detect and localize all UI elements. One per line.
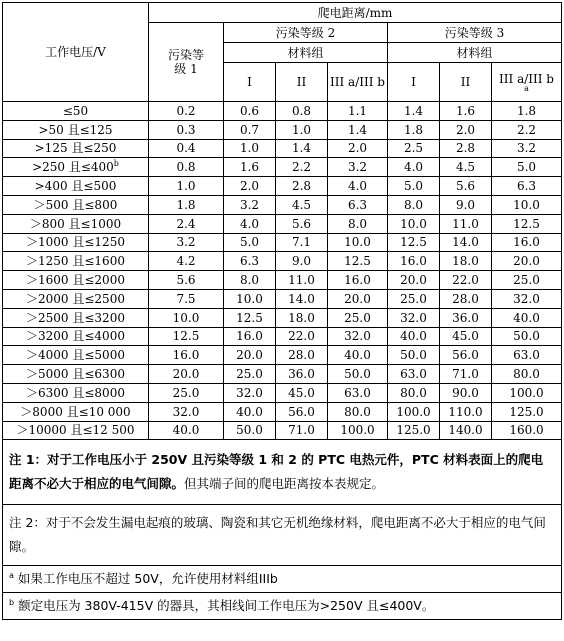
creepage-value-cell: 1.4 <box>328 120 388 139</box>
table-row <box>3 139 562 158</box>
working-voltage-cell <box>3 346 149 365</box>
creepage-value-cell: 4.0 <box>328 177 388 196</box>
header-pollution-degree-2: 污染等级 2 <box>224 23 388 43</box>
creepage-value-cell: 2.8 <box>440 139 492 158</box>
creepage-value-cell: 2.0 <box>328 139 388 158</box>
creepage-value-cell: 6.3 <box>492 177 562 196</box>
working-voltage-text: ＞3200 且≤4000 <box>26 329 125 344</box>
working-voltage-text: ＞1250 且≤1600 <box>26 254 125 269</box>
creepage-value-cell: 1.0 <box>224 139 276 158</box>
creepage-value-cell: 10.0 <box>224 289 276 308</box>
working-voltage-text: ＞10000 且≤12 500 <box>16 423 135 438</box>
creepage-value-cell: 90.0 <box>440 383 492 402</box>
creepage-value-cell: 40.0 <box>149 421 224 440</box>
creepage-value-cell: 0.8 <box>276 102 328 121</box>
header-pollution-degree-1-line2: 级 1 <box>174 62 198 76</box>
creepage-value-cell: 5.6 <box>149 271 224 290</box>
table-row <box>3 365 562 384</box>
working-voltage-text: ＞1000 且≤1250 <box>26 235 125 250</box>
note-2: 注 2：对于不会发生漏电起痕的玻璃、陶瓷和其它无机绝缘材料，爬电距离不必大于相应的电气间隙。 <box>3 505 562 566</box>
creepage-value-cell: 40.0 <box>492 308 562 327</box>
creepage-value-cell: 36.0 <box>440 308 492 327</box>
working-voltage-cell <box>3 195 149 214</box>
creepage-value-cell: 6.3 <box>328 195 388 214</box>
creepage-value-cell: 0.6 <box>224 102 276 121</box>
creepage-value-cell: 3.2 <box>328 158 388 177</box>
working-voltage-cell <box>3 158 149 177</box>
creepage-value-cell: 0.4 <box>149 139 224 158</box>
creepage-value-cell: 4.0 <box>224 214 276 233</box>
creepage-value-cell: 11.0 <box>440 214 492 233</box>
table-row <box>3 120 562 139</box>
working-voltage-text: >125 且≤250 <box>34 141 117 156</box>
table-row <box>3 195 562 214</box>
creepage-value-cell: 1.1 <box>328 102 388 121</box>
creepage-value-cell: 5.6 <box>440 177 492 196</box>
creepage-value-cell: 32.0 <box>149 402 224 421</box>
creepage-value-cell: 12.5 <box>328 252 388 271</box>
working-voltage-cell <box>3 271 149 290</box>
header-pollution-degree-1-line1: 污染等 <box>167 48 204 62</box>
creepage-value-cell: 25.0 <box>328 308 388 327</box>
creepage-value-cell: 20.0 <box>224 346 276 365</box>
working-voltage-cell <box>3 177 149 196</box>
creepage-value-cell: 71.0 <box>276 421 328 440</box>
working-voltage-cell <box>3 421 149 440</box>
footnote-a-mark: a <box>9 571 14 581</box>
creepage-value-cell: 2.2 <box>492 120 562 139</box>
creepage-value-cell: 18.0 <box>440 252 492 271</box>
creepage-value-cell: 80.0 <box>328 402 388 421</box>
creepage-value-cell: 4.2 <box>149 252 224 271</box>
creepage-value-cell: 80.0 <box>388 383 440 402</box>
header-pd3-group-II: II <box>440 63 492 102</box>
creepage-value-cell: 40.0 <box>328 346 388 365</box>
creepage-value-cell: 50.0 <box>388 346 440 365</box>
creepage-value-cell: 7.1 <box>276 233 328 252</box>
creepage-value-cell: 56.0 <box>276 402 328 421</box>
working-voltage-cell <box>3 233 149 252</box>
header-creepage-distance: 爬电距离/mm <box>149 3 562 23</box>
header-pd2-group-III: III a/III b <box>328 63 388 102</box>
footnote-b-text: 额定电压为 380V-415V 的器具，其相线间工作电压为>250V 且≤400V。 <box>18 598 435 614</box>
creepage-value-cell: 3.2 <box>492 139 562 158</box>
working-voltage-cell <box>3 289 149 308</box>
working-voltage-text: ＞5000 且≤6300 <box>26 367 125 382</box>
creepage-value-cell: 1.4 <box>276 139 328 158</box>
working-voltage-cell <box>3 327 149 346</box>
table-row <box>3 346 562 365</box>
creepage-value-cell: 20.0 <box>492 252 562 271</box>
creepage-value-cell: 1.8 <box>492 102 562 121</box>
header-pd2-group-II: II <box>276 63 328 102</box>
creepage-value-cell: 4.0 <box>388 158 440 177</box>
creepage-value-cell: 0.8 <box>149 158 224 177</box>
working-voltage-text: >400 且≤500 <box>34 179 117 194</box>
working-voltage-text: ＞2500 且≤3200 <box>26 310 125 325</box>
creepage-value-cell: 1.0 <box>149 177 224 196</box>
creepage-value-cell: 2.0 <box>224 177 276 196</box>
working-voltage-cell <box>3 402 149 421</box>
voltage-footnote-mark: b <box>113 159 119 169</box>
header-pd3-group-III-footnote-mark: a <box>524 83 529 93</box>
creepage-value-cell: 36.0 <box>276 365 328 384</box>
working-voltage-text: ＞6300 且≤8000 <box>26 385 125 400</box>
creepage-value-cell: 3.2 <box>224 195 276 214</box>
creepage-value-cell: 16.0 <box>224 327 276 346</box>
creepage-value-cell: 1.4 <box>388 102 440 121</box>
header-pollution-degree-1 <box>149 23 224 102</box>
table-row <box>3 383 562 402</box>
creepage-value-cell: 45.0 <box>276 383 328 402</box>
creepage-value-cell: 16.0 <box>328 271 388 290</box>
working-voltage-text: ≤50 <box>62 103 89 118</box>
table-row <box>3 102 562 121</box>
creepage-value-cell: 100.0 <box>388 402 440 421</box>
working-voltage-cell <box>3 383 149 402</box>
creepage-value-cell: 80.0 <box>492 365 562 384</box>
creepage-value-cell: 14.0 <box>440 233 492 252</box>
creepage-value-cell: 100.0 <box>492 383 562 402</box>
creepage-value-cell: 71.0 <box>440 365 492 384</box>
creepage-value-cell: 63.0 <box>492 346 562 365</box>
table-row <box>3 252 562 271</box>
creepage-value-cell: 0.2 <box>149 102 224 121</box>
working-voltage-cell <box>3 252 149 271</box>
creepage-value-cell: 10.0 <box>388 214 440 233</box>
working-voltage-text: >50 且≤125 <box>38 122 113 137</box>
creepage-value-cell: 0.7 <box>224 120 276 139</box>
creepage-value-cell: 20.0 <box>388 271 440 290</box>
note-1 <box>3 440 562 505</box>
creepage-value-cell: 2.5 <box>388 139 440 158</box>
creepage-value-cell: 25.0 <box>492 271 562 290</box>
creepage-value-cell: 1.6 <box>224 158 276 177</box>
creepage-value-cell: 1.6 <box>440 102 492 121</box>
creepage-value-cell: 10.0 <box>149 308 224 327</box>
creepage-value-cell: 125.0 <box>388 421 440 440</box>
creepage-value-cell: 40.0 <box>388 327 440 346</box>
creepage-value-cell: 50.0 <box>492 327 562 346</box>
creepage-value-cell: 5.0 <box>492 158 562 177</box>
creepage-value-cell: 8.0 <box>388 195 440 214</box>
header-working-voltage: 工作电压/V <box>3 3 149 102</box>
header-material-group-pd3: 材料组 <box>388 43 562 63</box>
creepage-value-cell: 22.0 <box>276 327 328 346</box>
table-row <box>3 402 562 421</box>
creepage-value-cell: 7.5 <box>149 289 224 308</box>
table-row <box>3 271 562 290</box>
creepage-value-cell: 11.0 <box>276 271 328 290</box>
working-voltage-text: ＞800 且≤1000 <box>29 216 122 231</box>
creepage-value-cell: 160.0 <box>492 421 562 440</box>
creepage-value-cell: 0.3 <box>149 120 224 139</box>
creepage-value-cell: 32.0 <box>388 308 440 327</box>
creepage-value-cell: 110.0 <box>440 402 492 421</box>
creepage-value-cell: 2.4 <box>149 214 224 233</box>
creepage-value-cell: 32.0 <box>328 327 388 346</box>
creepage-value-cell: 22.0 <box>440 271 492 290</box>
working-voltage-cell <box>3 365 149 384</box>
creepage-value-cell: 140.0 <box>440 421 492 440</box>
table-row <box>3 308 562 327</box>
creepage-value-cell: 25.0 <box>388 289 440 308</box>
creepage-value-cell: 63.0 <box>388 365 440 384</box>
creepage-value-cell: 12.5 <box>492 214 562 233</box>
creepage-value-cell: 50.0 <box>224 421 276 440</box>
creepage-value-cell: 9.0 <box>440 195 492 214</box>
footnote-a-text: 如果工作电压不超过 50V，允许使用材料组IIIb <box>17 571 278 587</box>
creepage-value-cell: 10.0 <box>492 195 562 214</box>
footnote-b <box>3 593 562 620</box>
creepage-value-cell: 125.0 <box>492 402 562 421</box>
creepage-value-cell: 20.0 <box>328 289 388 308</box>
creepage-value-cell: 5.6 <box>276 214 328 233</box>
note-1-text: 注 1：对于工作电压小于 250V 且污染等级 1 和 2 的 PTC 电热元件，PTC 材料表面上的爬电距离不必大于相应的电气间隙。 <box>9 452 544 492</box>
creepage-value-cell: 100.0 <box>328 421 388 440</box>
creepage-value-cell: 1.0 <box>276 120 328 139</box>
creepage-value-cell: 45.0 <box>440 327 492 346</box>
creepage-value-cell: 6.3 <box>224 252 276 271</box>
working-voltage-text: ＞8000 且≤10 000 <box>20 404 131 419</box>
creepage-value-cell: 20.0 <box>149 365 224 384</box>
working-voltage-cell <box>3 139 149 158</box>
creepage-value-cell: 50.0 <box>328 365 388 384</box>
creepage-distance-table <box>2 2 562 620</box>
working-voltage-cell <box>3 120 149 139</box>
creepage-value-cell: 16.0 <box>149 346 224 365</box>
creepage-value-cell: 40.0 <box>224 402 276 421</box>
table-row <box>3 158 562 177</box>
creepage-value-cell: 28.0 <box>440 289 492 308</box>
table-row <box>3 289 562 308</box>
footnote-a <box>3 566 562 593</box>
creepage-value-cell: 8.0 <box>328 214 388 233</box>
creepage-value-cell: 5.0 <box>388 177 440 196</box>
creepage-value-cell: 1.8 <box>149 195 224 214</box>
creepage-value-cell: 1.8 <box>388 120 440 139</box>
working-voltage-text: ＞500 且≤800 <box>33 197 118 212</box>
creepage-value-cell: 12.5 <box>149 327 224 346</box>
creepage-value-cell: 2.0 <box>440 120 492 139</box>
working-voltage-cell <box>3 214 149 233</box>
header-pd2-group-I: I <box>224 63 276 102</box>
working-voltage-text: ＞2000 且≤2500 <box>26 291 125 306</box>
creepage-value-cell: 5.0 <box>224 233 276 252</box>
creepage-value-cell: 4.5 <box>440 158 492 177</box>
creepage-value-cell: 12.5 <box>224 308 276 327</box>
creepage-value-cell: 10.0 <box>328 233 388 252</box>
creepage-value-cell: 8.0 <box>224 271 276 290</box>
table-row <box>3 327 562 346</box>
creepage-value-cell: 25.0 <box>224 365 276 384</box>
creepage-value-cell: 9.0 <box>276 252 328 271</box>
creepage-data-rows <box>3 102 562 440</box>
working-voltage-cell <box>3 308 149 327</box>
header-material-group-pd2: 材料组 <box>224 43 388 63</box>
table-row <box>3 177 562 196</box>
table-row <box>3 233 562 252</box>
header-pollution-degree-3: 污染等级 3 <box>388 23 562 43</box>
working-voltage-text: ＞1600 且≤2000 <box>26 273 125 288</box>
creepage-value-cell: 2.8 <box>276 177 328 196</box>
header-pd3-group-I: I <box>388 63 440 102</box>
creepage-value-cell: 32.0 <box>492 289 562 308</box>
creepage-value-cell: 32.0 <box>224 383 276 402</box>
table-row <box>3 421 562 440</box>
creepage-value-cell: 4.5 <box>276 195 328 214</box>
creepage-value-cell: 14.0 <box>276 289 328 308</box>
working-voltage-text: >250 且≤400 <box>32 160 114 175</box>
creepage-distance-table-container <box>2 2 561 620</box>
working-voltage-cell <box>3 102 149 121</box>
creepage-value-cell: 63.0 <box>328 383 388 402</box>
creepage-value-cell: 56.0 <box>440 346 492 365</box>
creepage-value-cell: 3.2 <box>149 233 224 252</box>
footnote-b-mark: b <box>9 598 15 608</box>
creepage-value-cell: 18.0 <box>276 308 328 327</box>
creepage-value-cell: 28.0 <box>276 346 328 365</box>
table-row <box>3 214 562 233</box>
creepage-value-cell: 25.0 <box>149 383 224 402</box>
creepage-value-cell: 16.0 <box>492 233 562 252</box>
header-pd3-group-III-label: III a/III b <box>499 71 554 86</box>
creepage-value-cell: 16.0 <box>388 252 440 271</box>
creepage-value-cell: 12.5 <box>388 233 440 252</box>
working-voltage-text: ＞4000 且≤5000 <box>26 348 125 363</box>
creepage-value-cell: 2.2 <box>276 158 328 177</box>
header-pd3-group-III <box>492 63 562 102</box>
note-1-tail: 但其端子间的爬电距离按本表规定。 <box>184 476 385 492</box>
